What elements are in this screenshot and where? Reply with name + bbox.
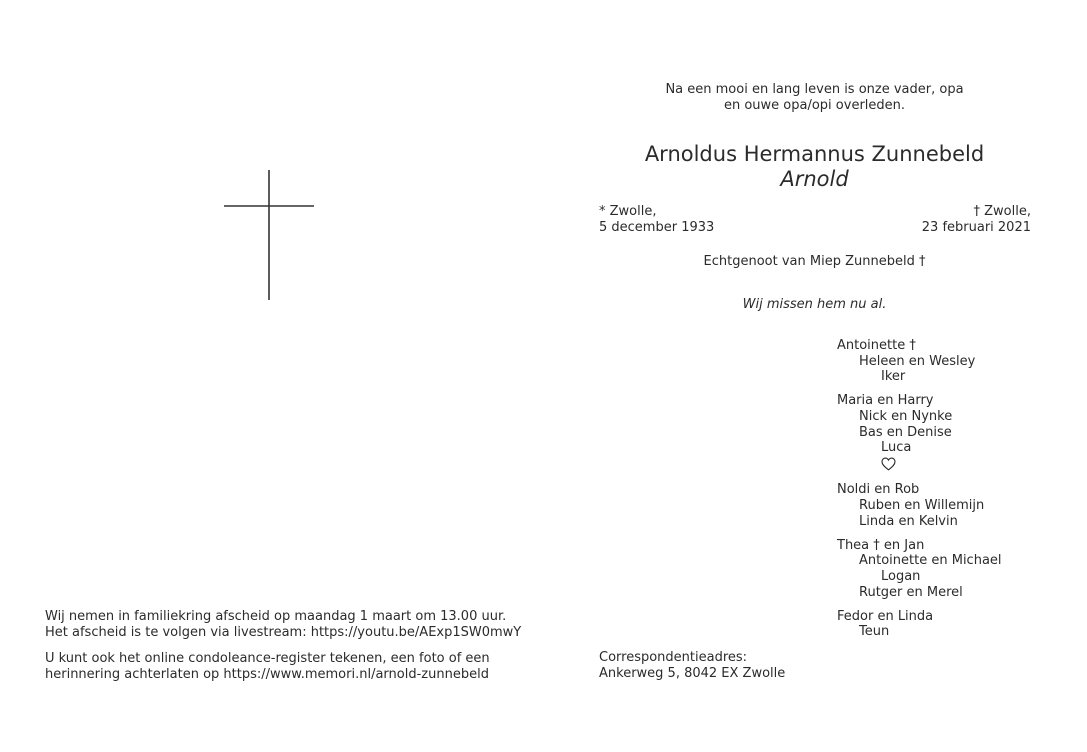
- family-member: Fedor en Linda: [837, 608, 934, 624]
- birth-info: [599, 204, 714, 236]
- family-list: [837, 338, 1002, 648]
- condolence-line-2: herinnering achterlaten op https://www.memori.nl/arnold-zunnebeld: [45, 667, 489, 682]
- family-member: Heleen en Wesley: [859, 353, 976, 369]
- intro-line-1: Na een mooi en lang leven is onze vader, opa: [665, 82, 964, 97]
- deceased-name-block: [598, 142, 1031, 192]
- address-label: Correspondentieadres:: [599, 650, 748, 665]
- cross-icon: [224, 170, 314, 300]
- family-member: Noldi en Rob: [837, 482, 920, 498]
- family-group: [837, 609, 1002, 640]
- family-group: [837, 538, 1002, 600]
- deceased-full-name: Arnoldus Hermannus Zunnebeld: [644, 142, 985, 166]
- spouse-line: Echtgenoot van Miep Zunnebeld †: [703, 254, 926, 269]
- death-date: 23 februari 2021: [921, 220, 1031, 235]
- family-member: Antoinette †: [837, 338, 916, 353]
- address-value: Ankerweg 5, 8042 EX Zwolle: [599, 666, 786, 681]
- family-member: Rutger en Merel: [859, 584, 963, 600]
- deceased-call-name: Arnold: [780, 167, 849, 191]
- family-group: [837, 338, 1002, 385]
- birth-place: * Zwolle,: [599, 204, 657, 219]
- family-member: Teun: [859, 624, 890, 640]
- family-member: Luca: [881, 440, 912, 456]
- intro-text: [598, 82, 1031, 114]
- family-member: Iker: [881, 369, 906, 385]
- family-member: Thea † en Jan: [837, 537, 925, 553]
- service-info: [45, 609, 521, 641]
- family-member: Logan: [881, 568, 921, 584]
- family-member: Ruben en Willemijn: [859, 497, 985, 513]
- service-line-2: Het afscheid is te volgen via livestream: https://youtu.be/AExp1SW0mwY: [45, 625, 522, 640]
- family-member: Antoinette en Michael: [859, 553, 1002, 569]
- family-member: Bas en Denise: [859, 424, 952, 440]
- correspondence-address: [599, 650, 785, 682]
- intro-line-2: en ouwe opa/opi overleden.: [723, 98, 906, 113]
- family-member: Nick en Nynke: [859, 408, 953, 424]
- death-info: [880, 204, 1031, 236]
- motto-line: Wij missen hem nu al.: [742, 297, 887, 312]
- family-group: [837, 393, 1002, 473]
- condolence-line-1: U kunt ook het online condoleance-register tekenen, een foto of een: [45, 651, 490, 666]
- family-member: Maria en Harry: [837, 393, 934, 409]
- death-place: † Zwolle,: [973, 204, 1031, 219]
- heart-outline-icon: [837, 457, 1002, 474]
- service-line-1: Wij nemen in familiekring afscheid op maandag 1 maart om 13.00 uur.: [45, 609, 507, 624]
- birth-date: 5 december 1933: [599, 220, 715, 235]
- family-member: Linda en Kelvin: [859, 513, 958, 529]
- family-group: [837, 482, 1002, 529]
- condolence-info: [45, 651, 490, 683]
